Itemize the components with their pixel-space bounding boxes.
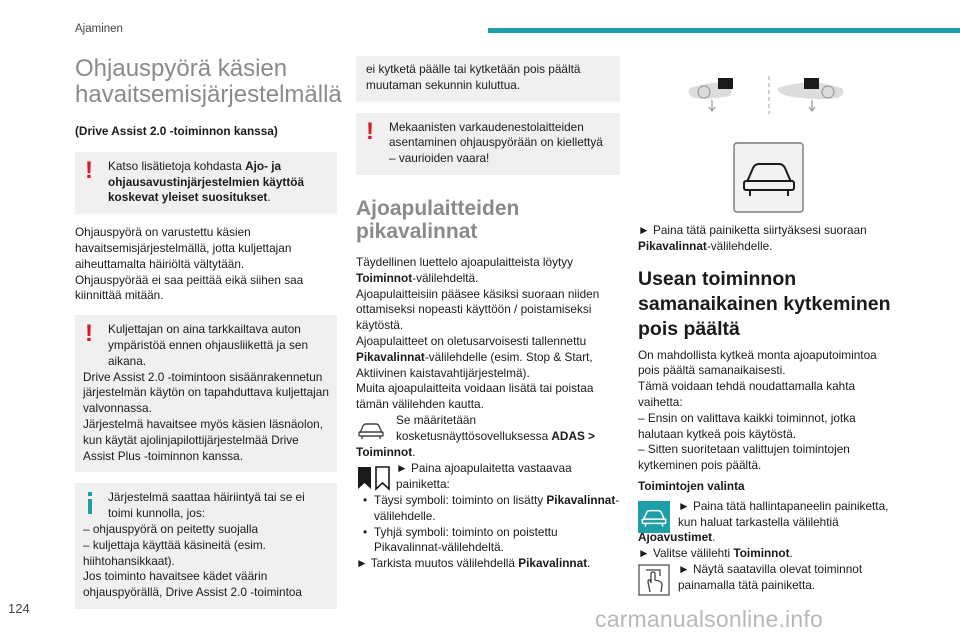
bullet-text-end: -välilehdelle. bbox=[374, 492, 620, 523]
info-text: – ohjauspyörä on peitetty suojalla bbox=[83, 521, 259, 536]
paragraph: Tämä voidaan tehdä noudattamalla kahta vaihetta: bbox=[638, 379, 856, 409]
bullet-icon: • bbox=[363, 492, 368, 507]
section-title: Ohjauspyörä käsien havaitsemisjärjestelmällä bbox=[75, 55, 342, 108]
instruction-end: . bbox=[587, 556, 591, 571]
paragraph: Ajoapulaitteet on oletusarvoisesti tallennettu bbox=[356, 333, 587, 348]
warning-note bbox=[356, 113, 620, 175]
paragraph-end: -välilehdelle (esim. Stop & Start, Aktiivinen kaistavahtijärjestelmä). bbox=[356, 349, 593, 380]
instruction: ► Paina tätä painiketta siirtyäksesi suoraan bbox=[638, 223, 867, 237]
warning-text: Katso lisätietoja kohdasta bbox=[108, 158, 246, 173]
info-icon bbox=[88, 492, 92, 514]
page-number: 124 bbox=[8, 601, 30, 616]
icon-row bbox=[638, 499, 900, 546]
warning-text: Kuljettajan on aina tarkkailtava auton ympäristöä ennen ohjausliikettä ja sen aikana. bbox=[108, 322, 309, 368]
info-text: Jos toiminto havaitsee kädet väärin ohjauspyörällä, Drive Assist 2.0 -toimintoa bbox=[83, 569, 302, 600]
section-title: Usean toiminnon samanaikainen kytkeminen pois päältä bbox=[638, 267, 891, 340]
info-note-continued bbox=[356, 56, 620, 102]
warning-text: Mekaanisten varkaudenestolaitteiden asentaminen ohjauspyörään on kiellettyä – vaurioiden vaara! bbox=[389, 119, 603, 166]
warning-text: Drive Assist 2.0 -toimintoon sisäänrakennetun järjestelmän käytön on tapahduttava kuljettajan valvonnassa. bbox=[83, 369, 329, 416]
warning-text: Järjestelmä havaitsee myös käsien läsnäolon, kun käytät ajolinjapilottijärjestelmää Drive Assist Plus -toiminnon kanssa. bbox=[83, 416, 323, 463]
paragraph: – Ensin on valittava kaikki toiminnot, jotka halutaan kytkeä pois käytöstä. bbox=[638, 410, 856, 441]
icon-row bbox=[356, 413, 620, 460]
info-note bbox=[75, 483, 337, 609]
column-1 bbox=[75, 55, 342, 609]
instruction: ► Valitse välilehti bbox=[638, 546, 734, 561]
car-shortcut-icon bbox=[734, 143, 803, 212]
instruction-end: -välilehdelle. bbox=[706, 238, 773, 253]
running-header: Ajaminen bbox=[75, 23, 123, 35]
icon-caption-end: . bbox=[412, 444, 416, 459]
section-subtitle: (Drive Assist 2.0 -toiminnon kanssa) bbox=[75, 124, 278, 138]
hand-touch-icon bbox=[638, 564, 670, 596]
warning-exclamation-icon: ! bbox=[85, 156, 93, 184]
subsection-heading: Toimintojen valinta bbox=[638, 478, 745, 493]
icon-row bbox=[356, 461, 620, 493]
instruction: ► Tarkista muutos välilehdellä bbox=[356, 556, 519, 571]
steering-wheel-hands-icon bbox=[778, 78, 843, 111]
icon-caption: ► Paina tätä hallintapaneelin painiketta, kun haluat tarkastella välilehtiä bbox=[678, 498, 889, 529]
car-outline-icon bbox=[638, 501, 670, 533]
warning-exclamation-icon: ! bbox=[85, 320, 93, 348]
paragraph-bold: Pikavalinnat bbox=[356, 349, 425, 364]
bullet-text: Tyhjä symboli: toiminto on poistettu Pikavalinnat-välilehdeltä. bbox=[374, 524, 558, 555]
icon-caption-bold: Ajoavustimet bbox=[638, 530, 713, 545]
warning-note bbox=[75, 152, 337, 214]
info-text: – kuljettaja käyttää käsineitä (esim. hiihtohansikkaat). bbox=[83, 537, 266, 568]
info-text: ei kytketä päälle tai kytketään pois päältä muutaman sekunnin kuluttua. bbox=[366, 62, 581, 92]
column-2 bbox=[356, 56, 620, 572]
icon-caption: Se määritetään kosketusnäyttösovelluksessa bbox=[396, 412, 552, 443]
paragraph-end: -välilehdeltä. bbox=[412, 270, 479, 285]
info-text: Järjestelmä saattaa häiriintyä tai se ei toimi kunnolla, jos: bbox=[108, 490, 305, 521]
steering-wheel-hands-icon bbox=[689, 78, 733, 111]
paragraph: Ohjauspyörää ei saa peittää eikä siihen saa kiinnittää mitään. bbox=[75, 272, 304, 303]
paragraph: Ohjauspyörä on varustettu käsien havaitsemisjärjestelmällä, jotta kuljettajan aiheuttamalta häiriöltä vältytään. bbox=[75, 225, 292, 271]
bullet-text: Täysi symboli: toiminto on lisätty bbox=[374, 492, 547, 507]
column-3 bbox=[638, 56, 900, 594]
icon-row bbox=[638, 562, 900, 594]
icon-caption: ► Paina ajoapulaitetta vastaavaa painiketta: bbox=[396, 461, 572, 492]
paragraph: – Sitten suoritetaan valittujen toimintojen kytkeminen pois päältä. bbox=[638, 442, 850, 473]
header-accent-bar bbox=[488, 28, 960, 33]
watermark: carmanualsonline.info bbox=[595, 606, 823, 632]
warning-text-end: . bbox=[267, 190, 271, 205]
instruction-bold: Pikavalinnat bbox=[518, 556, 588, 571]
icon-caption: ► Näytä saatavilla olevat toiminnot painamalla tätä painiketta. bbox=[678, 561, 863, 592]
icon-caption-bold: ADAS > bbox=[551, 428, 595, 443]
bookmark-icons bbox=[356, 463, 392, 493]
paragraph-bold: Toiminnot bbox=[356, 270, 413, 285]
icon-caption-end: . bbox=[712, 530, 716, 545]
warning-exclamation-icon: ! bbox=[366, 117, 374, 145]
warning-text-bold: Ajo- ja ohjausavustinjärjestelmien käyttöä koskevat yleiset suositukset bbox=[108, 158, 305, 205]
bullet-icon: • bbox=[363, 524, 368, 539]
car-outline-icon bbox=[356, 415, 386, 443]
steering-wheel-hands-illustration bbox=[638, 70, 900, 220]
icon-caption-bold: Toiminnot bbox=[356, 444, 413, 459]
warning-note bbox=[75, 315, 337, 472]
instruction-end: . bbox=[789, 546, 793, 561]
instruction-bold: Pikavalinnat bbox=[638, 238, 707, 253]
instruction-bold: Toiminnot bbox=[733, 546, 790, 561]
paragraph: Muita ajoapulaitteita voidaan lisätä tai poistaa tämän välilehden kautta. bbox=[356, 381, 594, 412]
paragraph: On mahdollista kytkeä monta ajoaputoimintoa pois päältä samanaikaisesti. bbox=[638, 347, 877, 378]
paragraph: Ajoapulaitteisiin pääsee käsiksi suoraan niiden ottamiseksi nopeasti käyttöön / poistamiseksi käytöstä. bbox=[356, 286, 600, 333]
paragraph: Täydellinen luettelo ajoapulaitteista löytyy bbox=[356, 254, 574, 269]
bullet-text-bold: Pikavalinnat bbox=[546, 492, 616, 507]
section-title: Ajoapulaitteiden pikavalinnat bbox=[356, 196, 520, 243]
